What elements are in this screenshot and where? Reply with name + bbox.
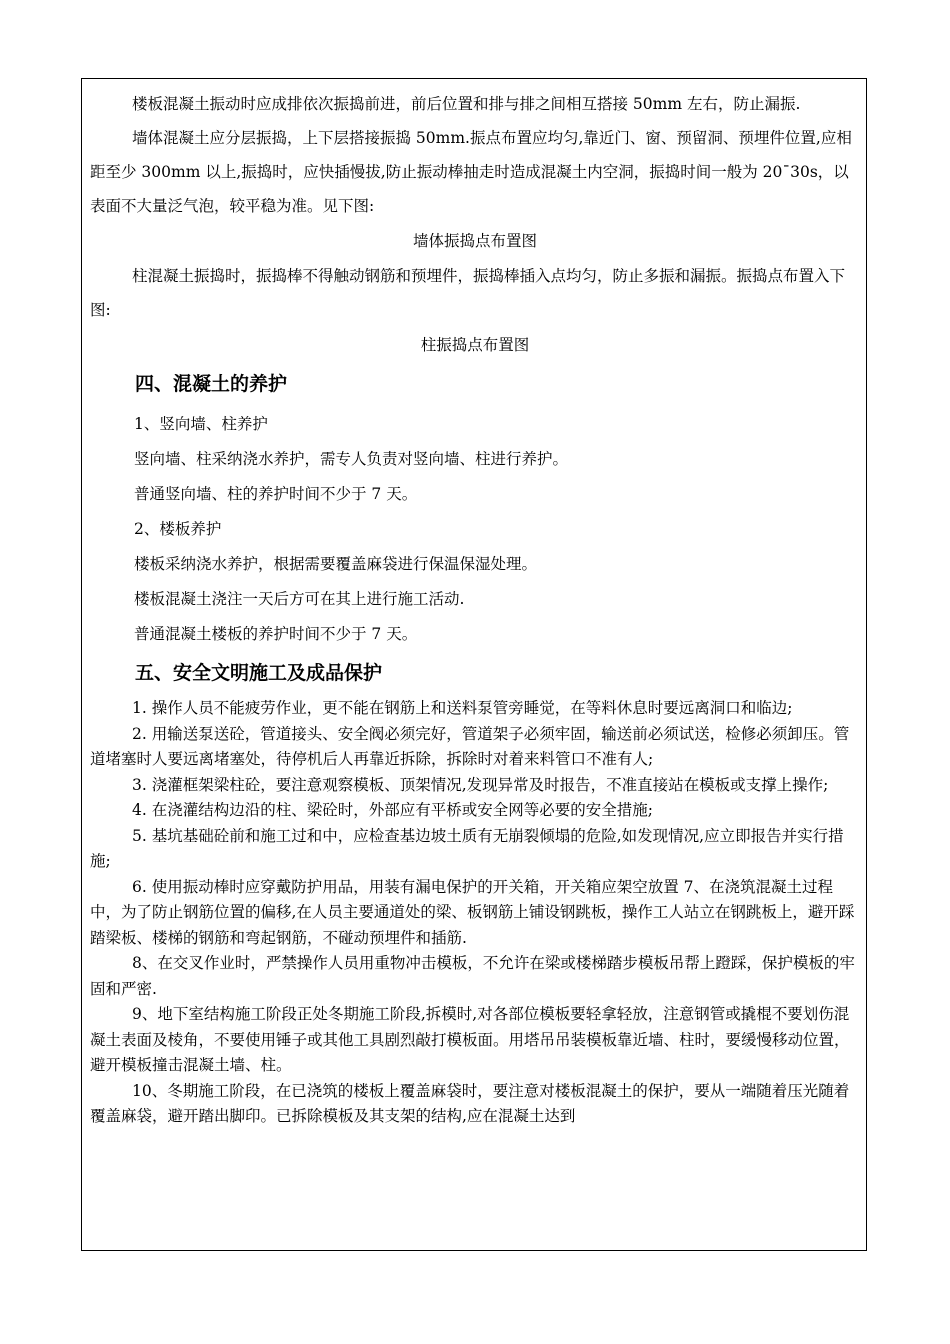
section-5-item: 2. 用输送泵送砼，管道接头、安全阀必须完好，管道架子必须牢固，输送前必须试送，检修必须卸压。管道堵塞时人要远离堵塞处，待停机后人再靠近拆除，拆除时对着来料管口不准有人;	[90, 724, 850, 768]
section-5-item: 6. 使用振动棒时应穿戴防护用品，用装有漏电保护的开关箱，开关箱应架空放置 7、在浇筑混凝土过程中，为了防止钢筋位置的偏移,在人员主要通道处的梁、板钢筋上铺设钢跳板，操作工人站立在钢跳板上，避开踩踏梁板、楼梯的钢筋和弯起钢筋，不碰动预埋件和插筋.	[90, 877, 855, 947]
paragraph-column-vibration: 柱混凝土振捣时，振捣棒不得触动钢筋和预埋件，振捣棒插入点均匀，防止多振和漏振。振捣点布置入下图:	[90, 267, 846, 319]
section-5-item: 1. 操作人员不能疲劳作业，更不能在钢筋上和送料泵管旁睡觉，在等料休息时要远离洞口和临边;	[132, 699, 793, 717]
section-4-line: 2、楼板养护	[134, 520, 222, 538]
section-5-item: 9、地下室结构施工阶段正处冬期施工阶段,拆模时,对各部位模板要轻拿轻放，注意钢管或撬棍不要划伤混凝土表面及棱角，不要使用锤子或其他工具剧烈敲打模板面。用塔吊吊装模板靠近墙、柱时，要缓慢移动位置，避开模板撞击混凝土墙、柱。	[90, 1005, 850, 1074]
section-4-body	[90, 407, 860, 652]
paragraph-wall-vibration: 墙体混凝土应分层振捣，上下层搭接振捣 50mm.振点布置应均匀,靠近门、窗、预留洞、预埋件位置,应相距至少 300mm 以上,振捣时，应快插慢拔,防止振动棒抽走时造成混凝土内空洞，振捣时间一般为 20¯30s，以表面不大量泛气泡，较平稳为准。见下图:	[90, 129, 852, 215]
section-5-item: 3. 浇灌框架梁柱砼，要注意观察模板、顶架情况,发现异常及时报告，不准直接站在模板或支撑上操作;	[132, 775, 829, 794]
paragraph-slab-vibration: 楼板混凝土振动时应成排依次振捣前进，前后位置和排与排之间相互搭接 50mm 左右，防止漏振.	[132, 95, 801, 113]
section-4-line: 普通竖向墙、柱的养护时间不少于 7 天。	[134, 485, 418, 503]
section-5-body	[90, 696, 860, 1130]
section-5-item: 4. 在浇灌结构边沿的柱、梁砼时，外部应有平桥或安全网等必要的安全措施;	[132, 801, 653, 819]
section-4-line: 楼板混凝土浇注一天后方可在其上进行施工活动.	[134, 590, 465, 608]
vibration-section	[90, 87, 860, 363]
section-4-line: 楼板采纳浇水养护，根据需要覆盖麻袋进行保温保湿处理。	[134, 555, 538, 573]
section-4-line: 1、竖向墙、柱养护	[134, 415, 268, 433]
caption-column-diagram: 柱振捣点布置图	[420, 336, 530, 354]
section-4-line: 竖向墙、柱采纳浇水养护，需专人负责对竖向墙、柱进行养护。	[134, 450, 569, 468]
section-5-title: 五、安全文明施工及成品保护	[135, 662, 383, 684]
section-4-title: 四、混凝土的养护	[135, 373, 288, 395]
caption-wall-diagram: 墙体振捣点布置图	[412, 232, 537, 250]
document-frame	[81, 78, 867, 1251]
document-body	[82, 79, 866, 1130]
section-4-line: 普通混凝土楼板的养护时间不少于 7 天。	[134, 625, 418, 643]
section-5-item: 5. 基坑基础砼前和施工过和中，应检查基边坡土质有无崩裂倾塌的危险,如发现情况,应立即报告并实行措施;	[90, 826, 844, 870]
section-5-item: 8、在交叉作业时，严禁操作人员用重物冲击模板，不允许在梁或楼梯踏步模板吊帮上蹬踩，保护模板的牢固和严密.	[90, 954, 855, 998]
section-5-item: 10、冬期施工阶段，在已浇筑的楼板上覆盖麻袋时，要注意对楼板混凝土的保护，要从一端随着压光随着覆盖麻袋，避开踏出脚印。已拆除模板及其支架的结构,应在混凝土达到	[90, 1081, 850, 1125]
